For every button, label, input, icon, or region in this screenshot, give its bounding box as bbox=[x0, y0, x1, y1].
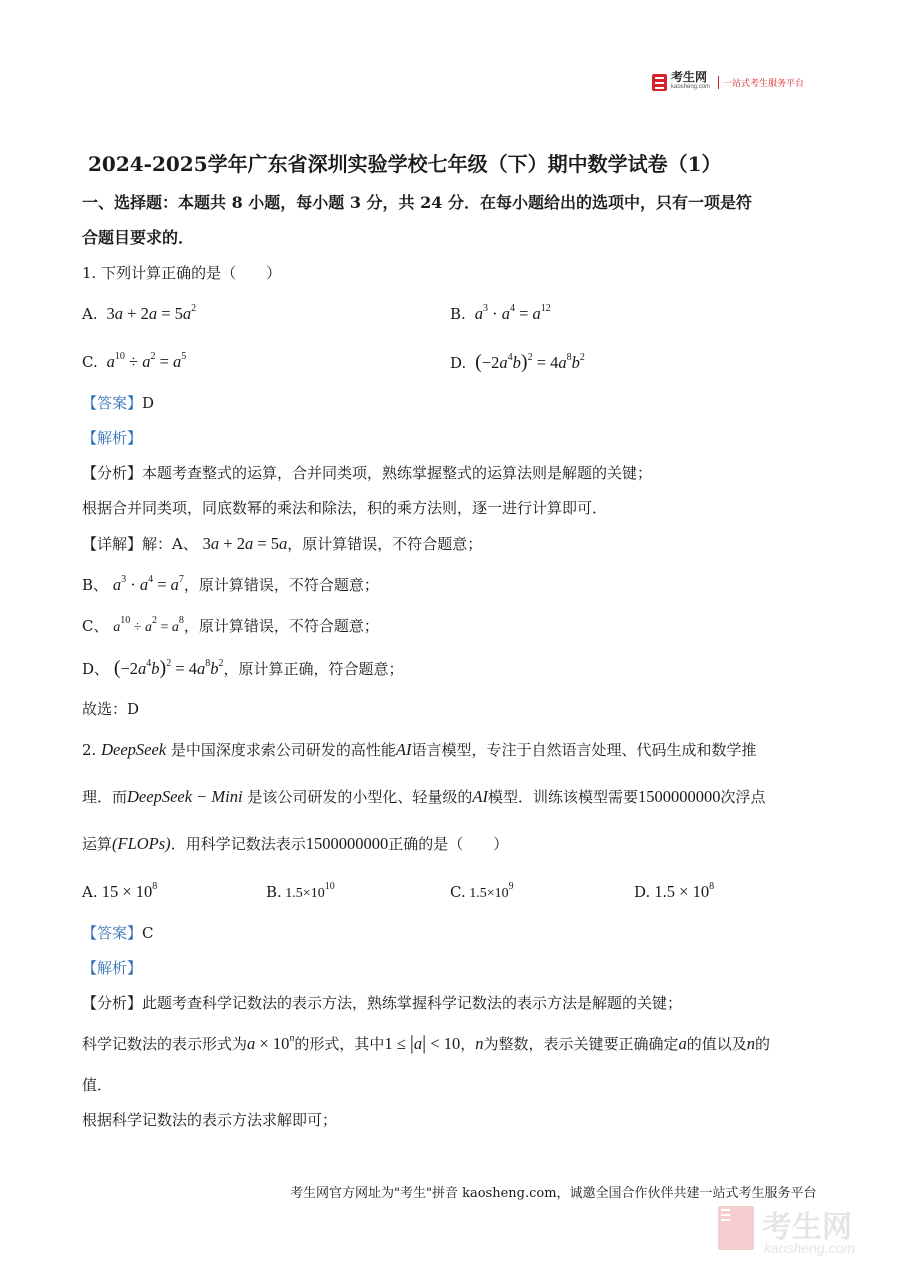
watermark bbox=[718, 1202, 888, 1258]
option-label: D. bbox=[450, 354, 467, 372]
q2-option-c bbox=[450, 882, 514, 904]
formula: $1.5\times 10^9$ bbox=[465, 881, 514, 901]
q2-option-d bbox=[634, 882, 714, 902]
text: 的形式，其中 bbox=[294, 1035, 385, 1053]
question-number: 2. bbox=[82, 741, 102, 759]
brand-logo bbox=[652, 72, 804, 92]
q1-option-d bbox=[450, 352, 585, 373]
brand-logo-icon bbox=[652, 74, 667, 91]
option-label: C. bbox=[82, 353, 98, 371]
term: AI bbox=[395, 740, 412, 759]
text: 语言模型，专注于自然语言处理、代码生成和数学推 bbox=[411, 741, 757, 759]
term: AI bbox=[472, 787, 488, 806]
formula: $a^{10} \div a^2 = a^5$ bbox=[106, 351, 187, 371]
q2-stem-line2 bbox=[82, 787, 766, 807]
q1-stem: 1. 下列计算正确的是（ ） bbox=[82, 264, 282, 282]
text: 理．而 bbox=[82, 788, 128, 806]
q1-option-a bbox=[82, 304, 196, 324]
term: a bbox=[678, 1034, 687, 1053]
q2-analysis-tag: 【解析】 bbox=[82, 959, 143, 977]
q2-answer bbox=[82, 923, 154, 943]
detail-prefix: D、 bbox=[82, 660, 110, 678]
detail-suffix: ，原计算错误，不符合题意； bbox=[183, 576, 379, 594]
answer-tag: 【答案】 bbox=[82, 394, 143, 412]
answer-value: C bbox=[142, 924, 154, 942]
formula: $(-2a^4b)^2 = 4a^8b^2$ bbox=[113, 657, 224, 679]
q2-stem-line1 bbox=[82, 740, 757, 760]
section-heading-line1: 一、选择题：本题共 8 小题，每小题 3 分，共 24 分．在每小题给出的选项中，只有一项是符 bbox=[82, 193, 752, 212]
brand-name: 考生网 bbox=[671, 70, 708, 84]
text: 是中国深度求索公司研发的高性能 bbox=[166, 741, 396, 759]
formula: $a^{10} \div a^2 = a^8$ bbox=[113, 615, 184, 635]
option-label: A. bbox=[82, 883, 98, 901]
q1-answer bbox=[82, 393, 154, 413]
fenxi-text: 此题考查科学记数法的表示方法，熟练掌握科学记数法的表示方法是解题的关键； bbox=[142, 994, 683, 1012]
q2-form bbox=[82, 1033, 770, 1054]
answer-tag: 【答案】 bbox=[82, 924, 143, 942]
q1-option-b bbox=[450, 304, 551, 324]
text: ．用科学记数法表示 bbox=[170, 835, 306, 853]
text: 模型．训练该模型需要 bbox=[487, 788, 638, 806]
q1-detail-d bbox=[82, 658, 404, 679]
q2-stem-line3 bbox=[82, 834, 508, 854]
text: 次浮点 bbox=[720, 788, 766, 806]
option-label: D. bbox=[634, 883, 651, 901]
q1-option-c bbox=[82, 352, 186, 372]
detail-prefix: C、 bbox=[82, 617, 109, 635]
answer-value: D bbox=[142, 394, 155, 412]
formula: 1 ≤ |a| < 10 bbox=[384, 1032, 461, 1054]
q2-form-end: 值． bbox=[82, 1076, 113, 1094]
watermark-domain: kaosheng.com bbox=[764, 1240, 856, 1256]
q2-option-a bbox=[82, 882, 157, 902]
term: DeepSeek bbox=[101, 740, 167, 759]
brand-domain: kaosheng.com bbox=[671, 84, 711, 90]
fenxi-tag: 【分析】 bbox=[82, 464, 143, 482]
q1-method: 根据合并同类项，同底数幂的乘法和除法，积的乘方法则，逐一进行计算即可． bbox=[82, 499, 608, 517]
text: 是该公司研发的小型化、轻量级的 bbox=[242, 788, 473, 806]
detail-suffix: ，原计算正确，符合题意； bbox=[223, 660, 404, 678]
term: (FLOPs) bbox=[112, 834, 171, 853]
formula: $1.5 \times 10^8$ bbox=[650, 881, 715, 901]
q1-detail-c bbox=[82, 616, 379, 638]
footer-text: 考生网官方网址为"考生"拼音 kaosheng.com，诚邀全国合作伙伴共建一站式考生服务平台 bbox=[290, 1186, 817, 1201]
formula: 3a + 2a = 5a bbox=[202, 534, 288, 553]
text: 的值以及 bbox=[686, 1035, 747, 1053]
term: DeepSeek − Mini bbox=[127, 787, 243, 806]
formula: $a^3 \cdot a^4 = a^7$ bbox=[112, 574, 184, 594]
watermark-logo-icon bbox=[718, 1206, 754, 1250]
option-label: C. bbox=[450, 883, 466, 901]
detail-prefix: 解：A、 bbox=[142, 535, 198, 553]
detail-suffix: ，原计算错误，不符合题意； bbox=[183, 617, 379, 635]
q1-analysis-tag: 【解析】 bbox=[82, 429, 143, 447]
formula: $(-2a^4b)^2 = 4a^8b^2$ bbox=[475, 351, 585, 373]
number: 1500000000 bbox=[305, 834, 389, 853]
option-label: B. bbox=[266, 883, 282, 901]
term: n bbox=[746, 1034, 756, 1053]
fenxi-text: 本题考查整式的运算，合并同类项，熟练掌握整式的运算法则是解题的关键； bbox=[142, 464, 653, 482]
text: 运算 bbox=[82, 835, 113, 853]
term: n bbox=[475, 1034, 484, 1053]
option-label: A. bbox=[82, 305, 98, 323]
formula: $3a + 2a = 5a^2$ bbox=[102, 303, 197, 323]
formula: $15 \times 10^8$ bbox=[97, 881, 158, 901]
formula: $a \times 10^n$ bbox=[247, 1033, 295, 1053]
q1-fenxi bbox=[82, 463, 652, 483]
q1-detail-b bbox=[82, 575, 379, 595]
brand-slogan: 一站式考生服务平台 bbox=[718, 76, 804, 89]
text: ， bbox=[460, 1035, 476, 1053]
formula: $1.5\times 10^{10}$ bbox=[281, 881, 335, 901]
fenxi-tag: 【分析】 bbox=[82, 994, 143, 1012]
section-heading-line2: 合题目要求的． bbox=[82, 228, 195, 247]
text: 为整数，表示关键要正确确定 bbox=[483, 1035, 679, 1053]
option-label: B. bbox=[450, 305, 466, 323]
formula: $a^3 \cdot a^4 = a^{12}$ bbox=[474, 303, 551, 323]
q1-conclusion: 故选：D bbox=[82, 700, 140, 718]
q2-fenxi bbox=[82, 993, 682, 1013]
text: 正确的是（ ） bbox=[388, 835, 509, 853]
detail-suffix: ，原计算错误，不符合题意； bbox=[287, 535, 483, 553]
text: 科学记数法的表示形式为 bbox=[82, 1035, 248, 1053]
q2-option-b bbox=[266, 882, 335, 904]
number: 1500000000 bbox=[637, 787, 721, 806]
q1-detail-a bbox=[82, 534, 482, 554]
detail-prefix: B、 bbox=[82, 576, 109, 594]
page-title: 2024-2025学年广东省深圳实验学校七年级（下）期中数学试卷（1） bbox=[88, 152, 722, 176]
watermark-name: 考生网 bbox=[762, 1211, 852, 1244]
text: 的 bbox=[755, 1035, 771, 1053]
q2-method: 根据科学记数法的表示方法求解即可； bbox=[82, 1111, 338, 1129]
detail-tag: 【详解】 bbox=[82, 535, 143, 553]
